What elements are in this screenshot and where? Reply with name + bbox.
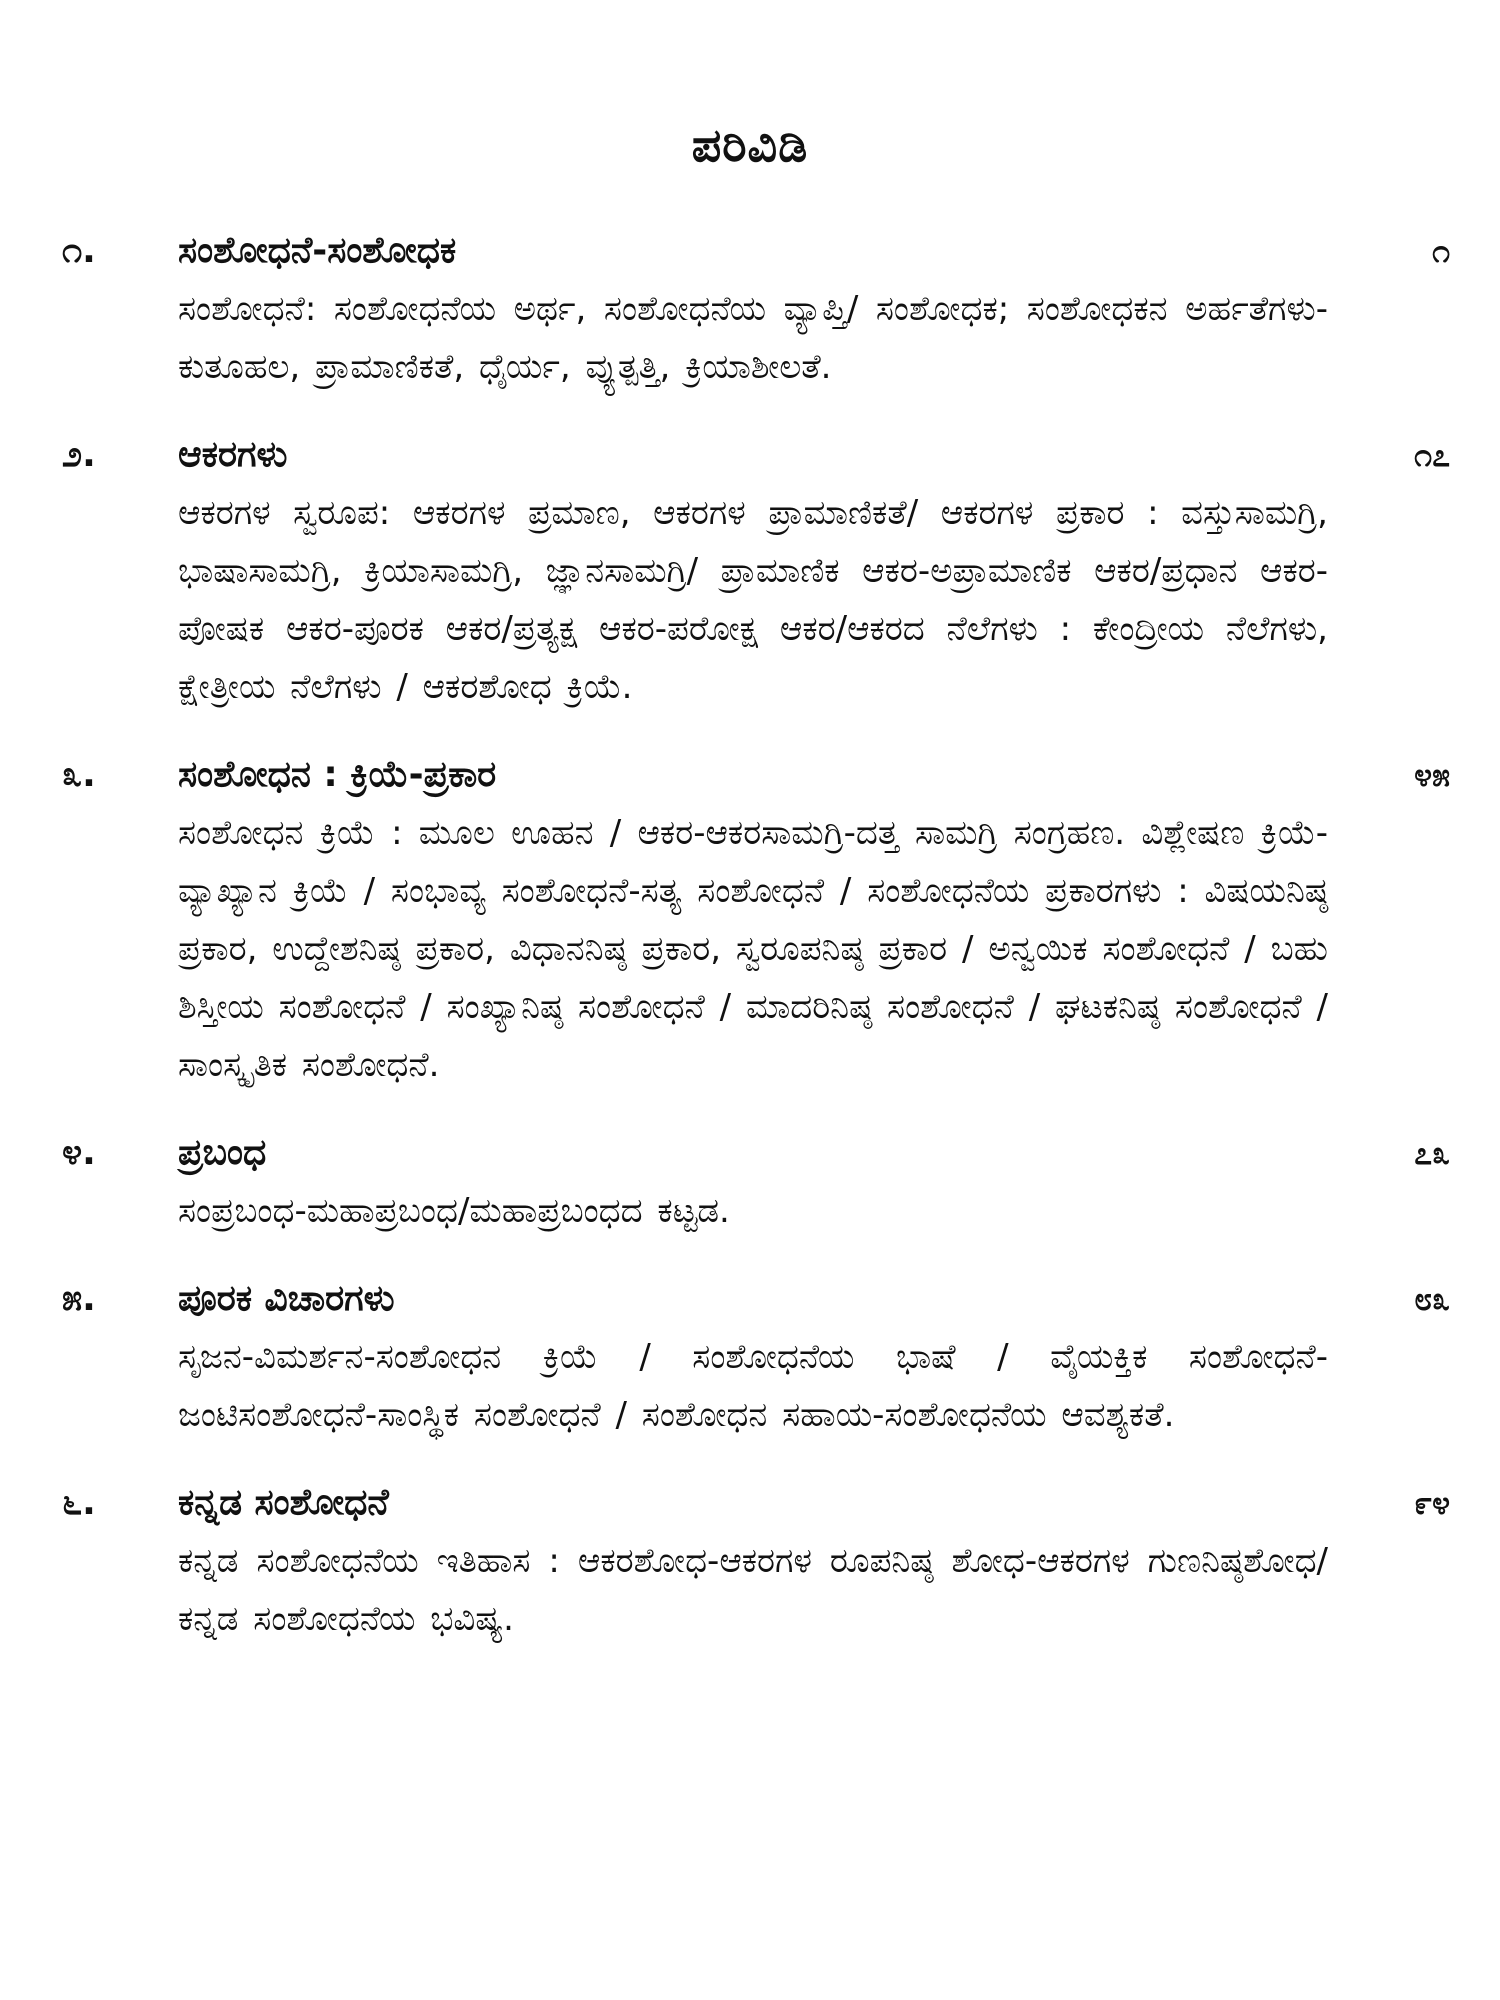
toc-entry-6: [0, 1474, 1500, 1648]
entry-description: ಸಂಶೋಧನೆ: ಸಂಶೋಧನೆಯ ಅರ್ಥ, ಸಂಶೋಧನೆಯ ವ್ಯಾಪ್ತಿ/ ಸಂಶೋಧಕ; ಸಂಶೋಧಕನ ಅರ್ಹತೆಗಳು-ಕುತೂಹಲ, ಪ್ರಾಮಾಣಿಕತೆ, ಧೈರ್ಯ, ವ್ಯುತ್ಪತ್ತಿ, ಕ್ರಿಯಾಶೀಲತೆ.: [178, 289, 1328, 387]
toc-entry-header: [0, 1124, 1500, 1182]
toc-entry-5: [0, 1270, 1500, 1444]
entry-page-number: ೪೫: [1414, 756, 1450, 794]
entry-number: ೬.: [62, 1482, 96, 1523]
toc-entry-header: [0, 222, 1500, 280]
entry-description: ಆಕರಗಳ ಸ್ವರೂಪ: ಆಕರಗಳ ಪ್ರಮಾಣ, ಆಕರಗಳ ಪ್ರಾಮಾಣಿಕತೆ/ ಆಕರಗಳ ಪ್ರಕಾರ : ವಸ್ತುಸಾಮಗ್ರಿ, ಭಾಷಾಸಾಮಗ್ರಿ, ಕ್ರಿಯಾಸಾಮಗ್ರಿ, ಜ್ಞಾನಸಾಮಗ್ರಿ/ ಪ್ರಾಮಾಣಿಕ ಆಕರ-ಅಪ್ರಾಮಾಣಿಕ ಆಕರ/ಪ್ರಧಾನ ಆಕರ-ಪೋಷಕ ಆಕರ-ಪೂರಕ ಆಕರ/ಪ್ರತ್ಯಕ್ಷ ಆಕರ-ಪರೋಕ್ಷ ಆಕರ/ಆಕರದ ನೆಲೆಗಳು : ಕೇಂದ್ರೀಯ ನೆಲೆಗಳು, ಕ್ಷೇತ್ರೀಯ ನೆಲೆಗಳು / ಆಕರಶೋಧ ಕ್ರಿಯೆ.: [178, 493, 1328, 707]
entry-title: ಪೂರಕ ವಿಚಾರಗಳು: [178, 1278, 395, 1319]
entry-number: ೩.: [62, 754, 96, 795]
entry-page-number: ೮೩: [1414, 1280, 1450, 1318]
toc-entry-1: [0, 222, 1500, 396]
entry-title: ಆಕರಗಳು: [178, 434, 288, 475]
entry-page-number: ೧೭: [1414, 436, 1450, 474]
entry-number: ೪.: [62, 1132, 96, 1173]
toc-entry-header: [0, 426, 1500, 484]
entry-page-number: ೧: [1432, 232, 1450, 270]
entry-description: ಸಂಶೋಧನ ಕ್ರಿಯೆ : ಮೂಲ ಊಹನ / ಆಕರ-ಆಕರಸಾಮಗ್ರಿ-ದತ್ತ ಸಾಮಗ್ರಿ ಸಂಗ್ರಹಣ. ವಿಶ್ಲೇಷಣ ಕ್ರಿಯೆ-ವ್ಯಾಖ್ಯಾನ ಕ್ರಿಯೆ / ಸಂಭಾವ್ಯ ಸಂಶೋಧನೆ-ಸತ್ಯ ಸಂಶೋಧನೆ / ಸಂಶೋಧನೆಯ ಪ್ರಕಾರಗಳು : ವಿಷಯನಿಷ್ಠ ಪ್ರಕಾರ, ಉದ್ದೇಶನಿಷ್ಠ ಪ್ರಕಾರ, ವಿಧಾನನಿಷ್ಠ ಪ್ರಕಾರ, ಸ್ವರೂಪನಿಷ್ಠ ಪ್ರಕಾರ / ಅನ್ವಯಿಕ ಸಂಶೋಧನೆ / ಬಹು ಶಿಸ್ತೀಯ ಸಂಶೋಧನೆ / ಸಂಖ್ಯಾನಿಷ್ಠ ಸಂಶೋಧನೆ / ಮಾದರಿನಿಷ್ಠ ಸಂಶೋಧನೆ / ಘಟಕನಿಷ್ಠ ಸಂಶೋಧನೆ / ಸಾಂಸ್ಕೃತಿಕ ಸಂಶೋಧನೆ.: [178, 813, 1328, 1085]
page-title: ಪರಿವಿಡಿ: [691, 118, 809, 172]
entry-number: ೫.: [62, 1278, 96, 1319]
entry-number: ೧.: [62, 230, 96, 271]
entry-title: ಕನ್ನಡ ಸಂಶೋಧನೆ: [178, 1482, 389, 1523]
entry-title: ಪ್ರಬಂಧ: [178, 1132, 267, 1173]
toc-entry-header: [0, 746, 1500, 804]
entry-page-number: ೭೩: [1414, 1134, 1450, 1172]
entry-description: ಸೃಜನ-ವಿಮರ್ಶನ-ಸಂಶೋಧನ ಕ್ರಿಯೆ / ಸಂಶೋಧನೆಯ ಭಾಷೆ / ವೈಯಕ್ತಿಕ ಸಂಶೋಧನೆ-ಜಂಟಿಸಂಶೋಧನೆ-ಸಾಂಸ್ಥಿಕ ಸಂಶೋಧನೆ / ಸಂಶೋಧನ ಸಹಾಯ-ಸಂಶೋಧನೆಯ ಆವಶ್ಯಕತೆ.: [178, 1337, 1328, 1435]
toc-entry-4: [0, 1124, 1500, 1240]
table-of-contents: [0, 222, 1500, 1678]
toc-entry-header: [0, 1270, 1500, 1328]
entry-title: ಸಂಶೋಧನೆ-ಸಂಶೋಧಕ: [178, 230, 457, 271]
entry-page-number: ೯೪: [1414, 1484, 1450, 1522]
toc-entry-header: [0, 1474, 1500, 1532]
entry-title: ಸಂಶೋಧನ : ಕ್ರಿಯೆ-ಪ್ರಕಾರ: [178, 754, 497, 795]
entry-description: ಸಂಪ್ರಬಂಧ-ಮಹಾಪ್ರಬಂಧ/ಮಹಾಪ್ರಬಂಧದ ಕಟ್ಟಡ.: [178, 1191, 730, 1231]
entry-number: ೨.: [62, 434, 96, 475]
entry-description: ಕನ್ನಡ ಸಂಶೋಧನೆಯ ಇತಿಹಾಸ : ಆಕರಶೋಧ-ಆಕರಗಳ ರೂಪನಿಷ್ಠ ಶೋಧ-ಆಕರಗಳ ಗುಣನಿಷ್ಠಶೋಧ/ಕನ್ನಡ ಸಂಶೋಧನೆಯ ಭವಿಷ್ಯ.: [178, 1541, 1328, 1639]
toc-entry-2: [0, 426, 1500, 716]
toc-entry-3: [0, 746, 1500, 1094]
